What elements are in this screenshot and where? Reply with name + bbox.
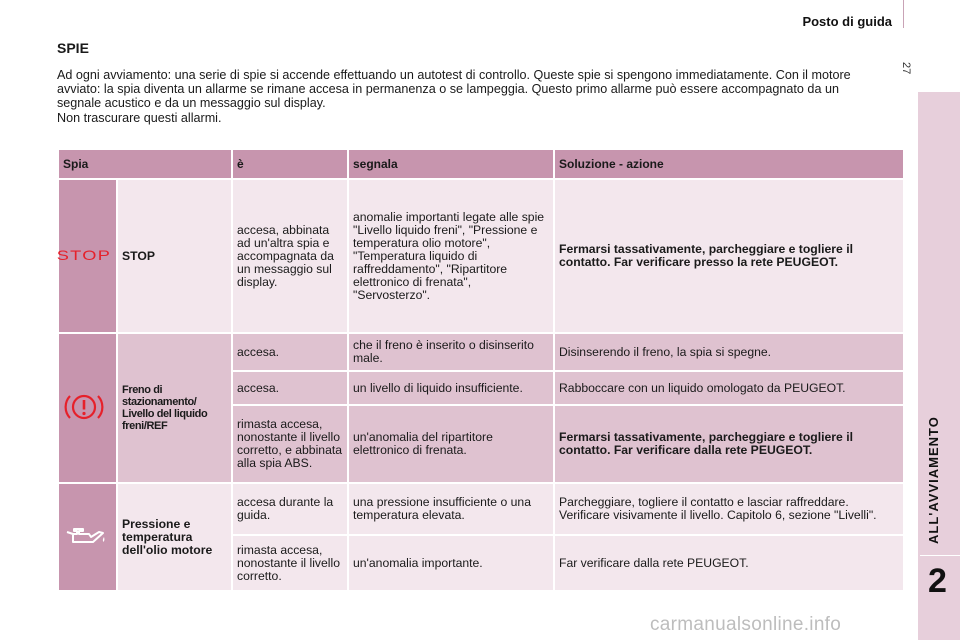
stop-signal: anomalie importanti legate alle spie "Livello liquido freni", "Pressione e temperatura olio motore", "Temperatura liquido di raffreddamento", "Ripartitore elettronico di frenata", "Servosterzo". — [348, 179, 554, 333]
oil-icon-cell — [58, 483, 117, 591]
brake-name: Freno di stazionamento/ Livello del liquido freni/REF — [117, 333, 232, 483]
table-row — [58, 483, 904, 535]
header-spia: Spia — [58, 149, 232, 179]
oil-signal-1: una pressione insufficiente o una temperatura elevata. — [348, 483, 554, 535]
header-soluzione: Soluzione - azione — [554, 149, 904, 179]
warning-lights-table — [57, 148, 905, 592]
brake-signal-3: un'anomalia del ripartitore elettronico di frenata. — [348, 405, 554, 483]
table-row — [58, 333, 904, 371]
brake-state-1: accesa. — [232, 333, 348, 371]
chapter-number: 2 — [928, 562, 947, 600]
stop-warning-icon: STOP — [56, 247, 112, 263]
brake-action-3: Fermarsi tassativamente, parcheggiare e togliere il contatto. Far verificare dalla rete PEUGEOT. — [554, 405, 904, 483]
oil-signal-2: un'anomalia importante. — [348, 535, 554, 591]
header-segnala: segnala — [348, 149, 554, 179]
brake-warning-icon — [63, 390, 105, 424]
warning-note: Non trascurare questi allarmi. — [57, 111, 222, 125]
stop-name: STOP — [117, 179, 232, 333]
oil-name: Pressione e temperatura dell'olio motore — [117, 483, 232, 591]
brake-state-2: accesa. — [232, 371, 348, 405]
brake-signal-2: un livello di liquido insufficiente. — [348, 371, 554, 405]
header-e: è — [232, 149, 348, 179]
table-row — [58, 179, 904, 333]
oil-can-icon — [63, 524, 107, 548]
brake-action-1: Disinserendo il freno, la spia si spegne. — [554, 333, 904, 371]
stop-action: Fermarsi tassativamente, parcheggiare e togliere il contatto. Far verificare presso la rete PEUGEOT. — [554, 179, 904, 333]
oil-state-2: rimasta accesa, nonostante il livello corretto. — [232, 535, 348, 591]
section-title: SPIE — [57, 40, 89, 56]
page-header-title: Posto di guida — [802, 14, 892, 29]
intro-paragraph: Ad ogni avviamento: una serie di spie si accende effettuando un autotest di controllo. Queste spie si spengono immediatamente. Con il motore avviato: la spia diventa un allarme se rimane accesa in permanenza o se lampeggia. Questo primo allarme può essere accompagnato da un segnale acustico e da un messaggio sul display. — [57, 68, 851, 110]
oil-action-2: Far verificare dalla rete PEUGEOT. — [554, 535, 904, 591]
chapter-label: ALL'AVVIAMENTO — [926, 416, 941, 544]
page-number: 27 — [900, 62, 912, 75]
stop-state: accesa, abbinata ad un'altra spia e accompagnata da un messaggio sul display. — [232, 179, 348, 333]
header-divider — [903, 0, 904, 28]
brake-action-2: Rabboccare con un liquido omologato da PEUGEOT. — [554, 371, 904, 405]
oil-state-1: accesa durante la guida. — [232, 483, 348, 535]
brake-state-3: rimasta accesa, nonostante il livello corretto, e abbinata alla spia ABS. — [232, 405, 348, 483]
watermark: carmanualsonline.info — [650, 614, 842, 635]
stop-icon-cell — [58, 179, 117, 333]
brake-icon-cell — [58, 333, 117, 483]
chapter-divider — [920, 555, 960, 556]
chapter-side-band — [918, 92, 960, 640]
table-header-row — [58, 149, 904, 179]
brake-signal-1: che il freno è inserito o disinserito male. — [348, 333, 554, 371]
oil-action-1: Parcheggiare, togliere il contatto e lasciar raffreddare. Verificare visivamente il livello. Capitolo 6, sezione "Livelli". — [554, 483, 904, 535]
